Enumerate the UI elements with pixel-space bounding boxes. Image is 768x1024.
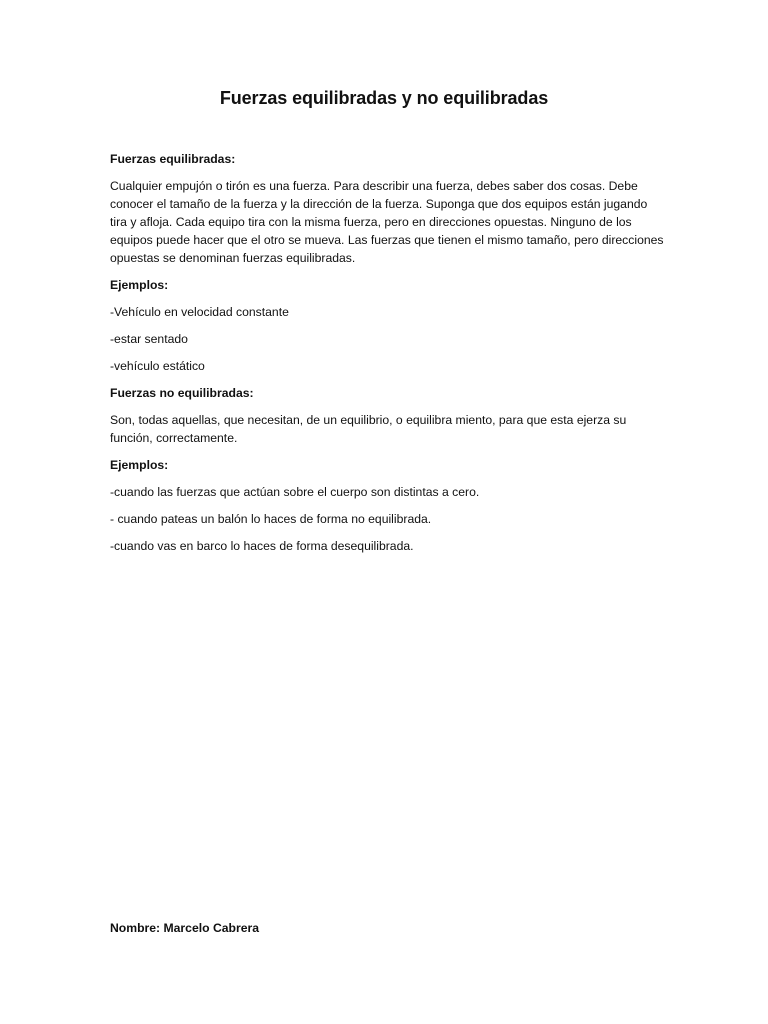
document-body [110,150,666,564]
example-item: - cuando pateas un balón lo haces de forma no equilibrada. [110,512,432,526]
paragraph-balanced: Cualquier empujón o tirón es una fuerza. Para describir una fuerza, debes saber dos cosas. Debe conocer el tamaño de la fuerza y la dirección de la fuerza. Suponga que dos equipos están jugando tira y afloja. Cada equipo tira con la misma fuerza, pero en direcciones opuestas. Ninguno de los equipos puede hacer que el otro se mueva. Las fuerzas que tienen el mismo tamaño, pero direcciones opuestas se denominan fuerzas equilibradas. [110,179,664,265]
example-item: -vehículo estático [110,359,205,373]
section-heading-unbalanced: Fuerzas no equilibradas: [110,386,254,400]
example-item: -cuando vas en barco lo haces de forma desequilibrada. [110,539,414,553]
examples-heading-balanced: Ejemplos: [110,278,169,292]
author-name: Nombre: Marcelo Cabrera [110,921,260,935]
example-item: -estar sentado [110,332,188,346]
example-item: -cuando las fuerzas que actúan sobre el cuerpo son distintas a cero. [110,485,480,499]
section-heading-balanced: Fuerzas equilibradas: [110,152,236,166]
paragraph-unbalanced: Son, todas aquellas, que necesitan, de un equilibrio, o equilibra miento, para que esta ejerza su función, correctamente. [110,413,627,445]
examples-heading-unbalanced: Ejemplos: [110,458,169,472]
example-item: -Vehículo en velocidad constante [110,305,289,319]
document-title: Fuerzas equilibradas y no equilibradas [219,88,549,108]
